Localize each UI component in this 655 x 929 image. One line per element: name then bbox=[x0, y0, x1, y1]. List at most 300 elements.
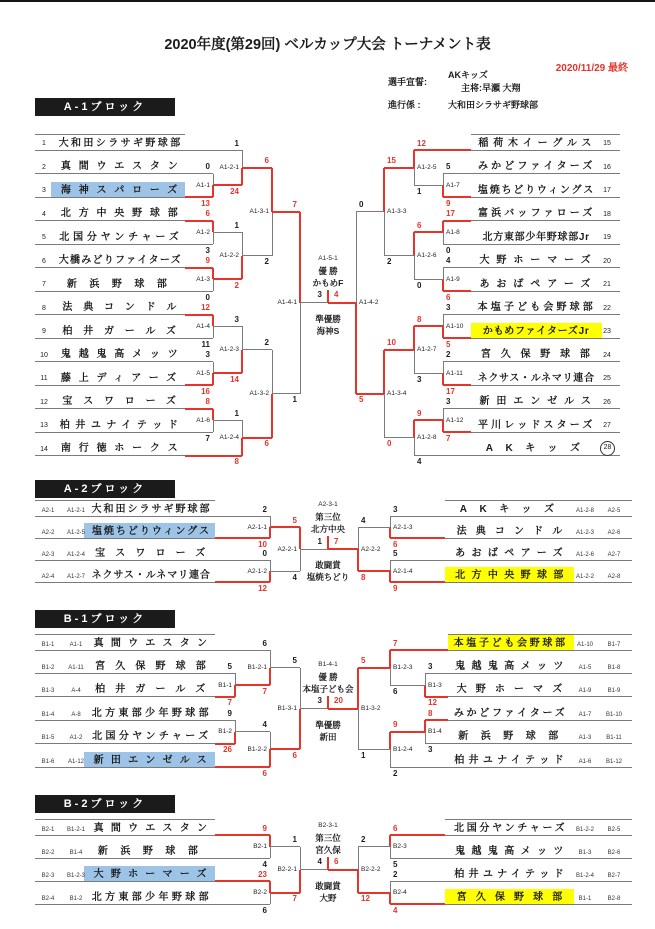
bracket-line-winner bbox=[442, 279, 444, 291]
match-score: 3 bbox=[428, 745, 433, 755]
bracket-line bbox=[35, 338, 185, 339]
match-score: 17 bbox=[446, 209, 455, 218]
final-result-label: 第三位 bbox=[315, 512, 341, 522]
match-score: 12 bbox=[417, 138, 426, 148]
bracket-line bbox=[443, 408, 471, 409]
team-name: 宝スワローズ bbox=[62, 396, 187, 407]
bracket-line bbox=[35, 220, 185, 221]
bracket-line-winner bbox=[272, 211, 300, 213]
team-seed: 9 bbox=[42, 328, 46, 335]
bracket-line bbox=[215, 904, 270, 905]
bracket-line bbox=[35, 835, 215, 836]
bracket-line-winner bbox=[442, 420, 444, 432]
bracket-line bbox=[390, 516, 445, 517]
match-score: 3 bbox=[393, 504, 398, 514]
final-score-left: 3 bbox=[317, 290, 322, 300]
bracket-line-winner bbox=[424, 685, 426, 697]
final-runnerup-label: 敢闘賞 bbox=[315, 560, 341, 570]
team-seed: 19 bbox=[603, 234, 611, 241]
match-label: B1-3-1 bbox=[277, 705, 297, 712]
team-name: 新田エンゼルス bbox=[93, 754, 214, 766]
team-name: 大和田シラサギ野球部 bbox=[58, 137, 183, 149]
bracket-line bbox=[35, 582, 215, 583]
bracket-line-winner bbox=[271, 168, 273, 212]
bracket-line-winner bbox=[212, 409, 214, 421]
bracket-line bbox=[390, 881, 445, 882]
team-id: A1-11 bbox=[68, 664, 84, 671]
bracket-line bbox=[390, 685, 425, 686]
bracket-line bbox=[35, 361, 185, 362]
team-name: みかどファイターズ bbox=[478, 161, 596, 172]
bracket-line bbox=[471, 244, 620, 245]
match-score: 4 bbox=[393, 905, 398, 915]
match-label: B1-1 bbox=[218, 681, 232, 689]
bracket-line bbox=[414, 373, 443, 374]
team-name: 真間ウエスタン bbox=[93, 637, 215, 649]
bracket-line bbox=[414, 185, 443, 186]
bracket-line-winner bbox=[185, 220, 213, 222]
bracket-line-winner bbox=[389, 835, 391, 847]
match-score: 2 bbox=[264, 257, 269, 267]
final-label: B1-4-1 bbox=[318, 660, 338, 668]
match-score: 3 bbox=[205, 245, 210, 255]
team-name: 海神スパローズ bbox=[60, 184, 185, 196]
match-score: 4 bbox=[262, 859, 267, 869]
match-label: B1-2-2 bbox=[247, 745, 267, 753]
team-id: B2-1 bbox=[41, 826, 55, 833]
match-label: A1-7 bbox=[446, 181, 460, 189]
match-score: 8 bbox=[205, 397, 210, 406]
final-label: B2-3-1 bbox=[318, 821, 338, 829]
team-name: 宮久保野球部 bbox=[456, 891, 572, 903]
final-score-right: 6 bbox=[334, 857, 339, 866]
team-id: B1-7 bbox=[607, 641, 621, 648]
bracket-line bbox=[390, 858, 445, 859]
bracket-line bbox=[185, 432, 213, 433]
bracket-line bbox=[445, 582, 632, 583]
bracket-line-winner bbox=[414, 419, 443, 421]
final-label: A2-3-1 bbox=[318, 501, 338, 508]
bracket-line-winner bbox=[327, 290, 329, 303]
match-label: B2-4 bbox=[393, 889, 407, 896]
bracket-line bbox=[384, 437, 414, 438]
team-id: B1-4 bbox=[69, 849, 83, 856]
bracket-line bbox=[35, 696, 215, 697]
bracket-line bbox=[445, 904, 632, 905]
team-id: B1-1 bbox=[578, 895, 592, 902]
match-score: 14 bbox=[230, 374, 239, 384]
team-id: A1-2-4 bbox=[66, 551, 85, 558]
match-score: 5 bbox=[227, 661, 232, 671]
bracket-line bbox=[35, 197, 185, 198]
bracket-line bbox=[471, 455, 620, 456]
team-id: B1-3 bbox=[578, 849, 592, 856]
match-score: 2 bbox=[264, 338, 269, 348]
team-id: B2-7 bbox=[607, 872, 621, 879]
match-score: 9 bbox=[205, 256, 210, 265]
team-id: B1-5 bbox=[41, 735, 55, 742]
bracket-line bbox=[471, 291, 620, 292]
team-name: 藤上ディアーズ bbox=[60, 372, 184, 384]
final-score-right: 20 bbox=[334, 696, 343, 705]
match-score: 1 bbox=[292, 395, 297, 405]
team-name: AKキッズ bbox=[485, 443, 593, 454]
team-seed: 15 bbox=[603, 140, 611, 147]
bracket-line-winner bbox=[384, 167, 414, 169]
match-score: 7 bbox=[393, 638, 398, 648]
match-label: A1-3-1 bbox=[249, 208, 269, 216]
bracket-line-winner bbox=[269, 749, 271, 767]
team-seed: 4 bbox=[42, 210, 46, 218]
match-score: 7 bbox=[262, 686, 267, 696]
team-name: 真間ウエスタン bbox=[93, 822, 215, 834]
bracket-line bbox=[35, 720, 215, 721]
bracket-line bbox=[443, 314, 471, 315]
team-name: 鬼越鬼高メッツ bbox=[455, 845, 570, 857]
team-id: B1-2 bbox=[41, 664, 55, 671]
bracket-line bbox=[471, 173, 620, 174]
revision-note: 2020/11/29 最終 bbox=[555, 63, 628, 74]
bracket-line-winner bbox=[414, 325, 443, 327]
bracket-line-winner bbox=[413, 420, 415, 438]
bracket-line-winner bbox=[212, 221, 214, 233]
bracket-line bbox=[35, 455, 185, 456]
match-label: A1-2-7 bbox=[417, 346, 437, 354]
bracket-line-winner bbox=[390, 834, 445, 836]
bracket-line-winner bbox=[242, 167, 272, 169]
team-id: A1-12 bbox=[67, 758, 84, 765]
bracket-line bbox=[35, 291, 185, 292]
bracket-line bbox=[215, 650, 270, 651]
team-id: B2-3 bbox=[41, 872, 55, 879]
match-score: 2 bbox=[234, 280, 239, 290]
match-label: A1-5 bbox=[196, 369, 210, 377]
bracket-line bbox=[35, 819, 215, 820]
team-seed: 24 bbox=[603, 351, 611, 359]
bracket-line bbox=[448, 720, 632, 721]
bracket-line bbox=[35, 432, 185, 433]
match-label: A1-3-4 bbox=[387, 390, 407, 398]
bracket-line bbox=[471, 150, 620, 151]
match-label: A1-12 bbox=[446, 416, 464, 424]
team-name: 北方東部少年野球部 bbox=[91, 707, 212, 719]
team-name: 新浜野球部 bbox=[66, 278, 180, 290]
match-score: 0 bbox=[417, 280, 422, 290]
match-score: 9 bbox=[393, 720, 398, 730]
match-score: 12 bbox=[201, 303, 210, 312]
team-name: AKキッズ bbox=[459, 503, 567, 515]
team-name: 柏井ユナイテッド bbox=[454, 868, 568, 880]
block-header: A-1ブロック bbox=[35, 98, 175, 116]
bracket-line bbox=[35, 673, 215, 674]
match-score: 1 bbox=[234, 220, 239, 230]
final-runnerup-label: 準優勝 bbox=[315, 719, 341, 730]
team-id: A-4 bbox=[71, 688, 81, 695]
bracket-line bbox=[448, 650, 632, 651]
team-id: B1-4 bbox=[41, 711, 55, 718]
team-name: 稲荷木イーグルス bbox=[478, 137, 597, 149]
bracket-line-winner bbox=[443, 220, 471, 222]
bracket-line bbox=[185, 173, 213, 174]
match-label: B2-3 bbox=[393, 843, 407, 850]
match-score: 10 bbox=[258, 539, 267, 549]
match-score: 1 bbox=[234, 138, 239, 148]
bracket-line-winner bbox=[425, 719, 448, 721]
match-label: B2-2 bbox=[253, 889, 267, 896]
final-runnerup-label: 準優勝 bbox=[315, 313, 341, 324]
bracket-line bbox=[445, 538, 632, 539]
match-label: A2-2-1 bbox=[277, 545, 297, 553]
match-label: A2-1-4 bbox=[393, 567, 413, 575]
bracket-line bbox=[215, 720, 235, 721]
bracket-line bbox=[300, 869, 328, 870]
match-score: 5 bbox=[393, 859, 398, 869]
team-id: A1-10 bbox=[576, 641, 593, 648]
match-score: 12 bbox=[428, 698, 437, 708]
match-label: B1-2 bbox=[218, 728, 232, 736]
match-label: B1-2-1 bbox=[247, 664, 267, 672]
team-id: A1-2 bbox=[69, 735, 83, 742]
match-score: 1 bbox=[417, 186, 422, 196]
match-score: 2 bbox=[262, 504, 267, 514]
team-id: B2-5 bbox=[607, 826, 621, 833]
match-score: 9 bbox=[417, 408, 422, 418]
bracket-line bbox=[35, 538, 215, 539]
team-name: みかどファイターズ bbox=[453, 707, 568, 719]
team-seed: 2 bbox=[42, 163, 46, 171]
match-score: 4 bbox=[417, 457, 422, 466]
team-name: 柏井ユナイテッド bbox=[454, 754, 568, 766]
team-seed: 13 bbox=[40, 422, 48, 429]
team-id: A1-2-7 bbox=[66, 573, 85, 580]
team-seed: 1 bbox=[42, 140, 46, 147]
match-score: 2 bbox=[446, 350, 451, 359]
bracket-line-winner bbox=[413, 150, 415, 168]
match-score: 5 bbox=[359, 395, 364, 405]
match-score: 6 bbox=[264, 439, 269, 449]
team-id: B1-8 bbox=[607, 664, 621, 671]
match-score: 6 bbox=[393, 539, 398, 549]
match-label: A1-11 bbox=[446, 369, 463, 377]
team-seed: 26 bbox=[603, 398, 611, 406]
bracket-line bbox=[390, 767, 448, 768]
team-seed: 22 bbox=[603, 304, 611, 312]
match-score: 16 bbox=[201, 386, 210, 396]
bracket-line bbox=[35, 858, 215, 859]
team-seed: 10 bbox=[40, 351, 48, 359]
final-runnerup-name: 新田 bbox=[319, 731, 337, 742]
team-id: A-8 bbox=[71, 711, 81, 718]
match-score: 9 bbox=[446, 198, 451, 208]
match-score: 4 bbox=[446, 256, 451, 265]
match-score: 12 bbox=[361, 894, 370, 903]
bracket-line-winner bbox=[327, 696, 329, 709]
bracket-line bbox=[300, 708, 328, 709]
bracket-line-winner bbox=[185, 267, 213, 269]
team-name: 鬼越鬼高メッツ bbox=[455, 660, 570, 672]
match-score: 9 bbox=[393, 583, 398, 593]
bracket-line bbox=[35, 904, 215, 905]
match-score: 3 bbox=[428, 661, 433, 671]
match-score: 2 bbox=[361, 835, 366, 844]
bracket-line-winner bbox=[328, 869, 358, 871]
team-id: B1-12 bbox=[605, 758, 622, 765]
match-score: 8 bbox=[234, 457, 239, 466]
bracket-line bbox=[185, 244, 213, 245]
team-name: 富浜バッファローズ bbox=[478, 208, 596, 219]
bracket-line bbox=[300, 549, 328, 550]
match-score: 8 bbox=[428, 708, 433, 718]
team-id: B1-2-3 bbox=[66, 872, 85, 879]
bracket-line-winner bbox=[414, 149, 471, 151]
team-id: A1-2-2 bbox=[575, 573, 594, 580]
team-name: 宝スワローズ bbox=[95, 547, 216, 559]
match-score: 1 bbox=[292, 835, 297, 844]
team-id: B1-11 bbox=[606, 735, 622, 742]
team-name: 北方東部少年野球部Jr bbox=[482, 231, 590, 243]
bracket-line bbox=[445, 560, 632, 561]
team-seed: 14 bbox=[40, 445, 48, 453]
bracket-line bbox=[414, 279, 443, 280]
match-score: 7 bbox=[446, 433, 451, 443]
match-label: B1-2-4 bbox=[393, 745, 413, 753]
bracket-line bbox=[213, 326, 242, 327]
match-label: A1-4-2 bbox=[359, 299, 379, 307]
team-seed: 8 bbox=[42, 304, 46, 312]
match-label: A1-2-2 bbox=[219, 252, 239, 260]
match-label: A1-3-2 bbox=[249, 390, 269, 398]
match-label: A2-2-2 bbox=[361, 545, 381, 553]
bracket-line-winner bbox=[241, 350, 243, 374]
team-id: A1-2-6 bbox=[575, 551, 594, 558]
match-score: 0 bbox=[262, 548, 267, 558]
bracket-line bbox=[235, 731, 270, 732]
team-name: 大野ホーマーズ bbox=[93, 868, 214, 880]
bracket-line bbox=[443, 244, 471, 245]
match-label: A1-3-3 bbox=[387, 208, 407, 216]
team-id: A2-5 bbox=[607, 507, 621, 514]
team-name: 大橋みどりファイターズ bbox=[58, 255, 182, 266]
match-score: 0 bbox=[446, 245, 451, 255]
bracket-line bbox=[185, 338, 213, 339]
match-score: 3 bbox=[417, 374, 422, 384]
bracket-line bbox=[215, 673, 235, 674]
match-score: 4 bbox=[292, 572, 297, 582]
bracket-line bbox=[35, 560, 215, 561]
bracket-line-winner bbox=[212, 315, 214, 327]
match-score: 7 bbox=[292, 200, 297, 210]
match-label: B2-2-1 bbox=[277, 866, 297, 873]
bracket-line bbox=[471, 385, 620, 386]
bracket-line bbox=[471, 432, 620, 433]
bracket-line-winner bbox=[241, 256, 243, 280]
bracket-line-winner bbox=[215, 834, 270, 836]
match-label: A1-2-1 bbox=[219, 164, 239, 172]
team-name: 北国分ヤンチャーズ bbox=[454, 822, 568, 834]
final-winner-name: かもめF bbox=[312, 277, 344, 288]
bracket-line-winner bbox=[384, 349, 414, 351]
bracket-line-winner bbox=[390, 649, 448, 651]
match-score: 6 bbox=[446, 292, 451, 302]
oath-captain: 主将:早瀬 大翔 bbox=[461, 83, 521, 93]
final-result-label: 第三位 bbox=[315, 832, 341, 843]
bracket-line bbox=[35, 650, 215, 651]
match-label: A2-1-3 bbox=[393, 523, 413, 531]
team-id: B2-8 bbox=[607, 895, 621, 902]
bracket-line-winner bbox=[442, 373, 444, 385]
team-id: A1-9 bbox=[578, 688, 592, 695]
bracket-line-winner bbox=[327, 857, 329, 870]
bracket-line bbox=[443, 173, 471, 174]
bracket-line bbox=[215, 516, 270, 517]
match-label: B1-3 bbox=[428, 681, 442, 689]
match-label: B2-2-2 bbox=[361, 866, 381, 873]
match-score: 8 bbox=[361, 572, 366, 582]
oath-label: 選手宣誓: bbox=[388, 77, 427, 87]
team-name: 新浜野球部 bbox=[97, 845, 211, 857]
bracket-line-winner bbox=[383, 168, 385, 212]
team-name: あおばペアーズ bbox=[479, 278, 598, 290]
team-id: A2-4 bbox=[41, 573, 55, 580]
block-header: A-2ブロック bbox=[35, 480, 175, 498]
match-score: 3 bbox=[446, 397, 451, 406]
match-score: 0 bbox=[205, 292, 210, 302]
bracket-line bbox=[185, 361, 213, 362]
team-name: 真間ウエスタン bbox=[60, 161, 186, 172]
bracket-line bbox=[445, 835, 632, 836]
bracket-line bbox=[448, 673, 632, 674]
bracket-line-winner bbox=[383, 350, 385, 394]
match-score: 2 bbox=[393, 768, 398, 778]
team-name: 北国分ヤンチャーズ bbox=[59, 231, 183, 243]
team-id: A2-6 bbox=[607, 529, 621, 536]
team-id: B1-10 bbox=[605, 711, 622, 718]
match-score: 13 bbox=[201, 198, 210, 208]
team-name: 新浜野球部 bbox=[458, 731, 571, 743]
team-name: 柏井ガールズ bbox=[95, 684, 216, 696]
team-seed: 17 bbox=[603, 187, 611, 194]
team-id: A1-3 bbox=[578, 735, 592, 742]
bracket-line-winner bbox=[241, 168, 243, 186]
bracket-line bbox=[443, 361, 471, 362]
match-score: 4 bbox=[262, 720, 267, 730]
block-header: B-1ブロック bbox=[35, 610, 175, 628]
match-label: A2-1-2 bbox=[247, 567, 267, 575]
oath-team: AKキッズ bbox=[448, 70, 488, 80]
bracket-line bbox=[35, 314, 185, 315]
team-name: ネクサス・ルネマリ連合 bbox=[91, 569, 211, 581]
bracket-line-winner bbox=[185, 314, 213, 316]
bracket-line-winner bbox=[413, 326, 415, 350]
bracket-line bbox=[35, 500, 215, 501]
bracket-line-winner bbox=[389, 571, 391, 582]
match-score: 4 bbox=[361, 515, 366, 525]
team-name: 法典コンドル bbox=[62, 302, 188, 313]
final-label: A1-5-1 bbox=[318, 254, 338, 262]
match-label: A2-1-1 bbox=[247, 523, 267, 531]
bracket-line bbox=[35, 881, 215, 882]
match-score: 7 bbox=[205, 433, 210, 443]
match-score: 6 bbox=[292, 750, 297, 760]
final-runnerup-name: 海神S bbox=[316, 325, 340, 336]
team-name: 本塩子ども会野球部 bbox=[453, 637, 568, 649]
match-label: A1-4 bbox=[196, 322, 210, 330]
match-label: A1-9 bbox=[446, 275, 460, 283]
final-runnerup-name: 塩焼ちどり bbox=[306, 572, 350, 582]
bracket-line bbox=[384, 255, 414, 256]
team-name: 大和田シラサギ野球部 bbox=[91, 503, 212, 515]
match-score: 6 bbox=[262, 768, 267, 778]
